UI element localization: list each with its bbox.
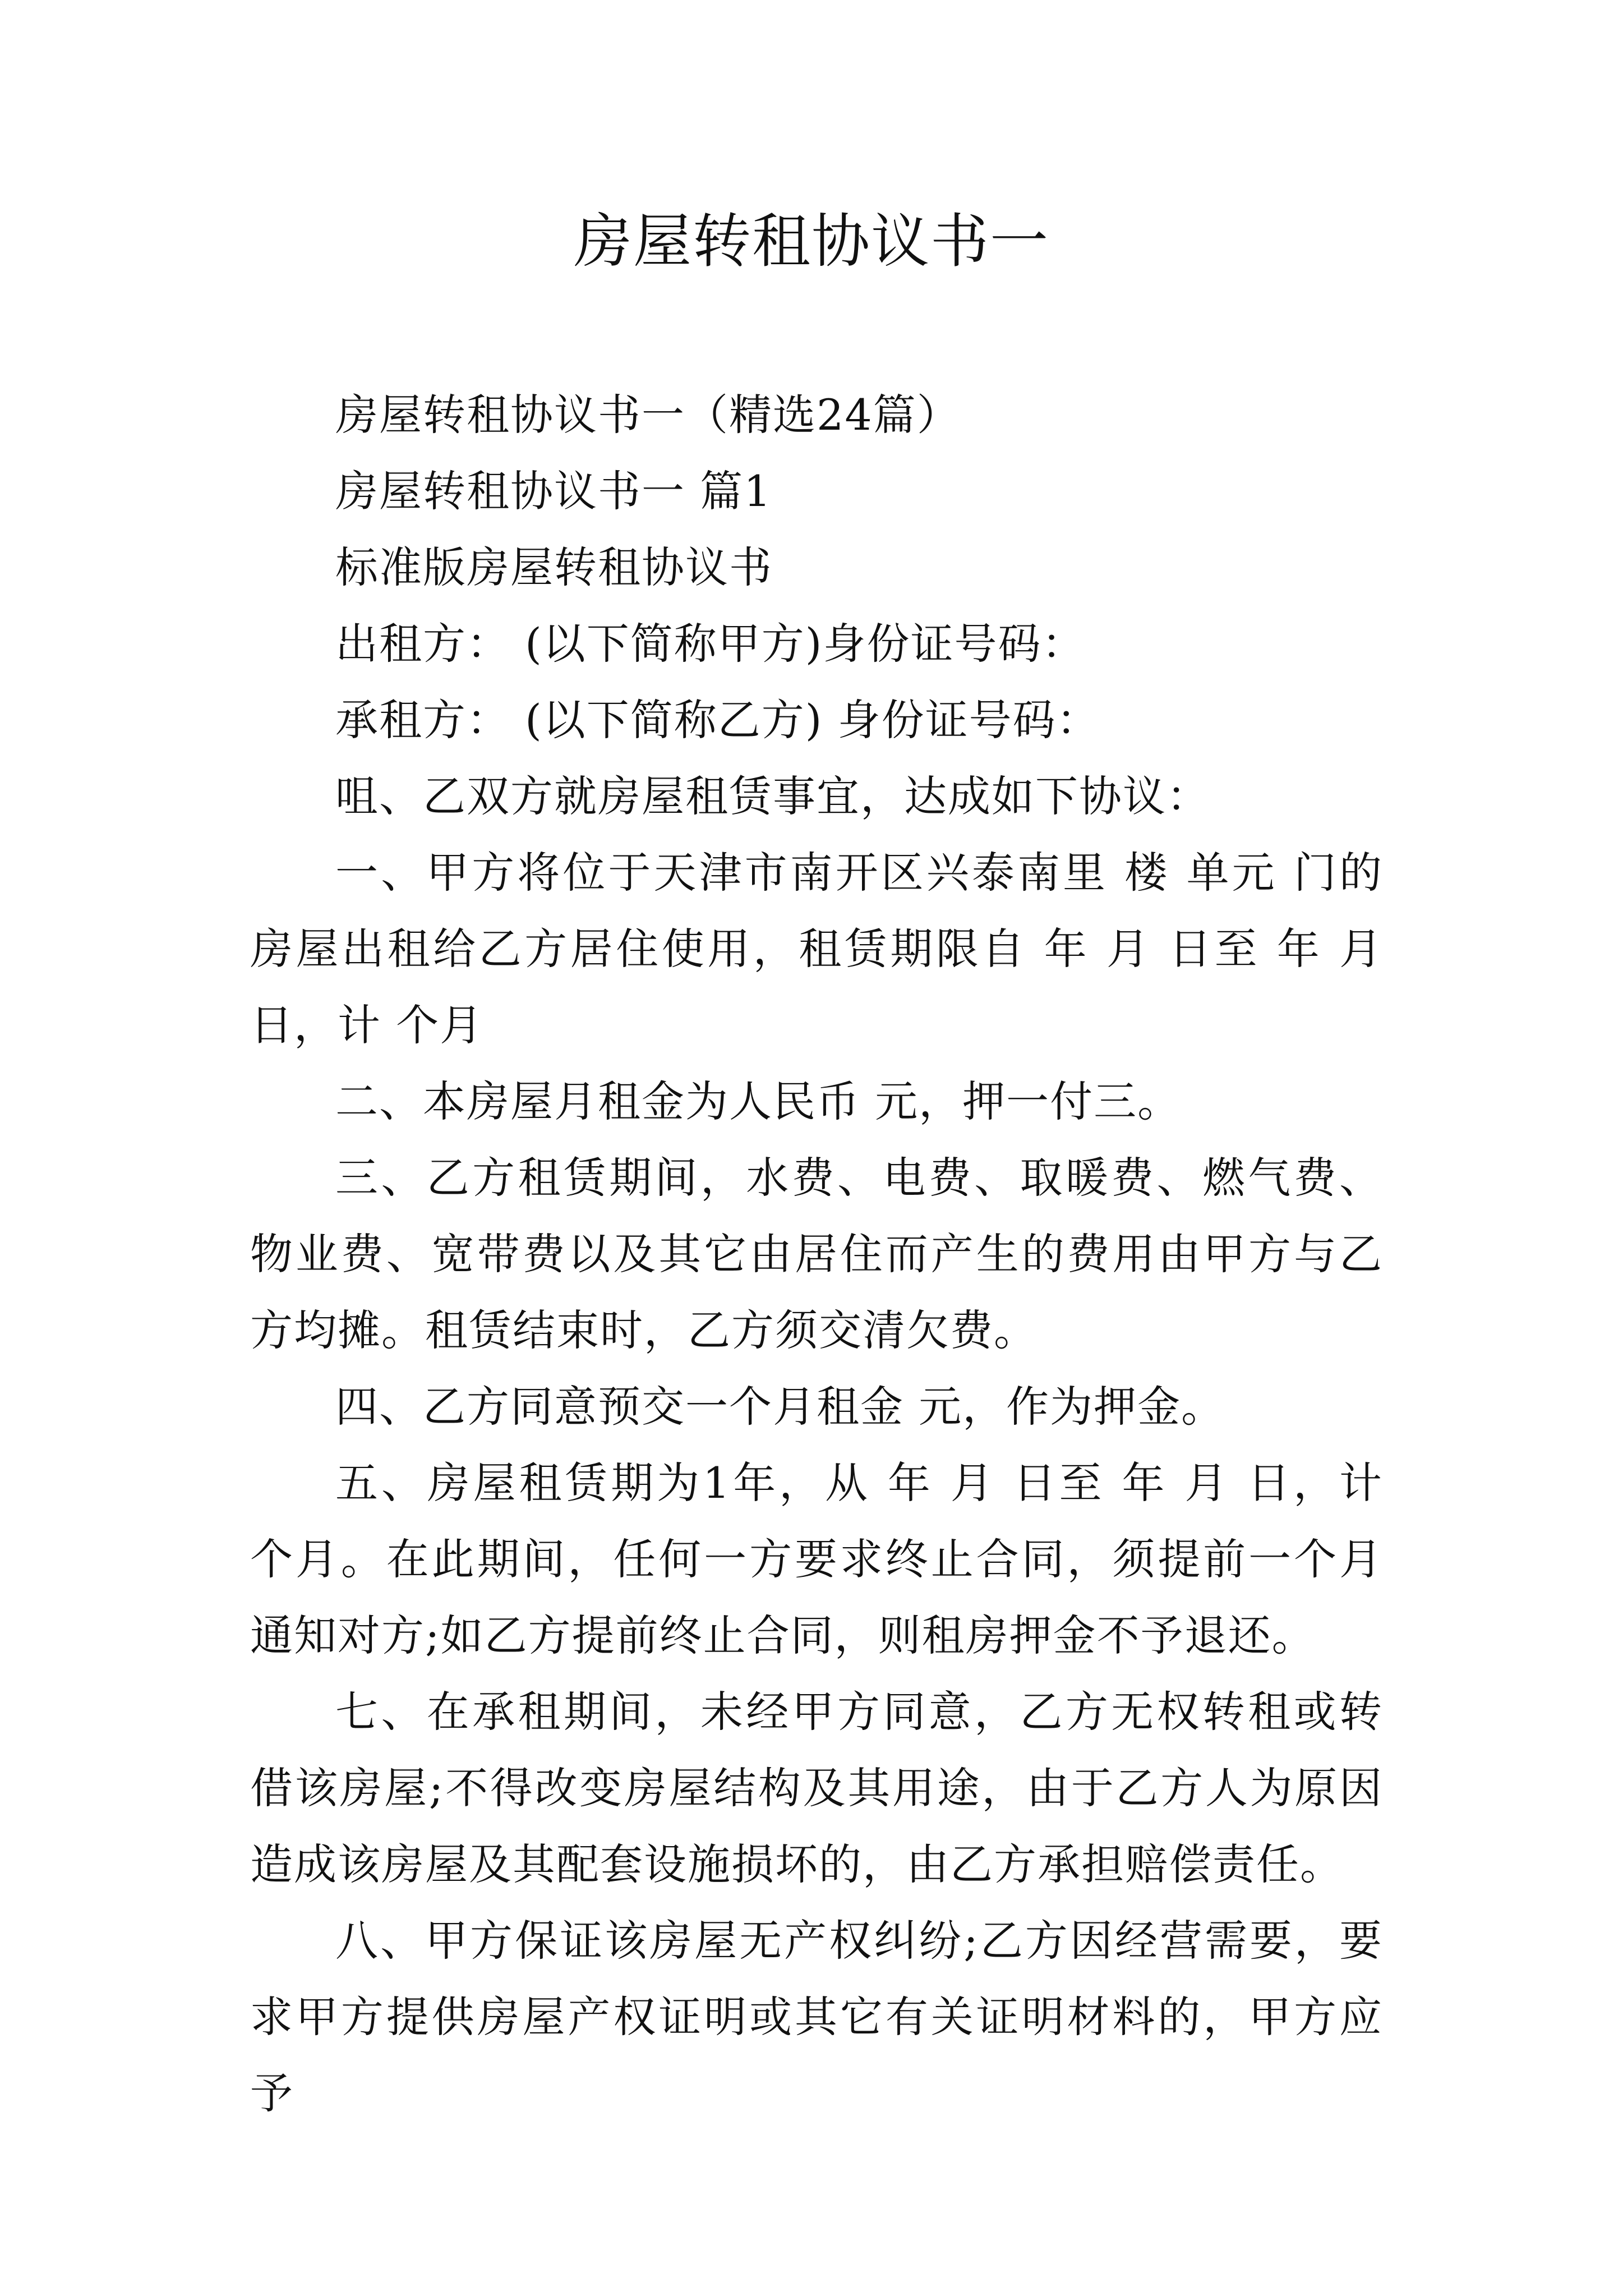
paragraph: 八、甲方保证该房屋无产权纠纷;乙方因经营需要，要求甲方提供房屋产权证明或其它有关证明材料的，甲方应予 bbox=[250, 1916, 1383, 2118]
paragraph: 四、乙方同意预交一个月租金 元，作为押金。 bbox=[335, 1382, 1225, 1432]
paragraph: 房屋转租协议书一 篇1 bbox=[335, 466, 772, 516]
paragraph: 五、房屋租赁期为1年，从 年 月 日至 年 月 日，计 个月。在此期间，任何一方要求终止合同，须提前一个月通知对方;如乙方提前终止合同，则租房押金不予退还。 bbox=[250, 1458, 1383, 1660]
paragraph: 七、在承租期间，未经甲方同意，乙方无权转租或转借该房屋;不得改变房屋结构及其用途，由于乙方人为原因造成该房屋及其配套设施损坏的，由乙方承担赔偿责任。 bbox=[250, 1687, 1383, 1889]
paragraph: 出租方： (以下简称甲方)身份证号码： bbox=[335, 619, 1086, 669]
document-body bbox=[250, 377, 1383, 2132]
paragraph: 房屋转租协议书一（精选24篇） bbox=[335, 390, 961, 440]
paragraph: 标准版房屋转租协议书 bbox=[335, 542, 773, 592]
paragraph: 一、甲方将位于天津市南开区兴泰南里 楼 单元 门的房屋出租给乙方居住使用，租赁期限自 年 月 日至 年 月 日，计 个月 bbox=[250, 848, 1383, 1050]
paragraph: 三、乙方租赁期间，水费、电费、取暖费、燃气费、物业费、宽带费以及其它由居住而产生的费用由甲方与乙方均摊。租赁结束时，乙方须交清欠费。 bbox=[250, 1153, 1383, 1355]
paragraph: 承租方： (以下简称乙方) 身份证号码： bbox=[335, 695, 1100, 745]
document-title: 房屋转租协议书一 bbox=[573, 207, 1049, 275]
paragraph: 二、本房屋月租金为人民币 元，押一付三。 bbox=[335, 1076, 1182, 1126]
paragraph: 咀、乙双方就房屋租赁事宜，达成如下协议： bbox=[335, 771, 1210, 821]
